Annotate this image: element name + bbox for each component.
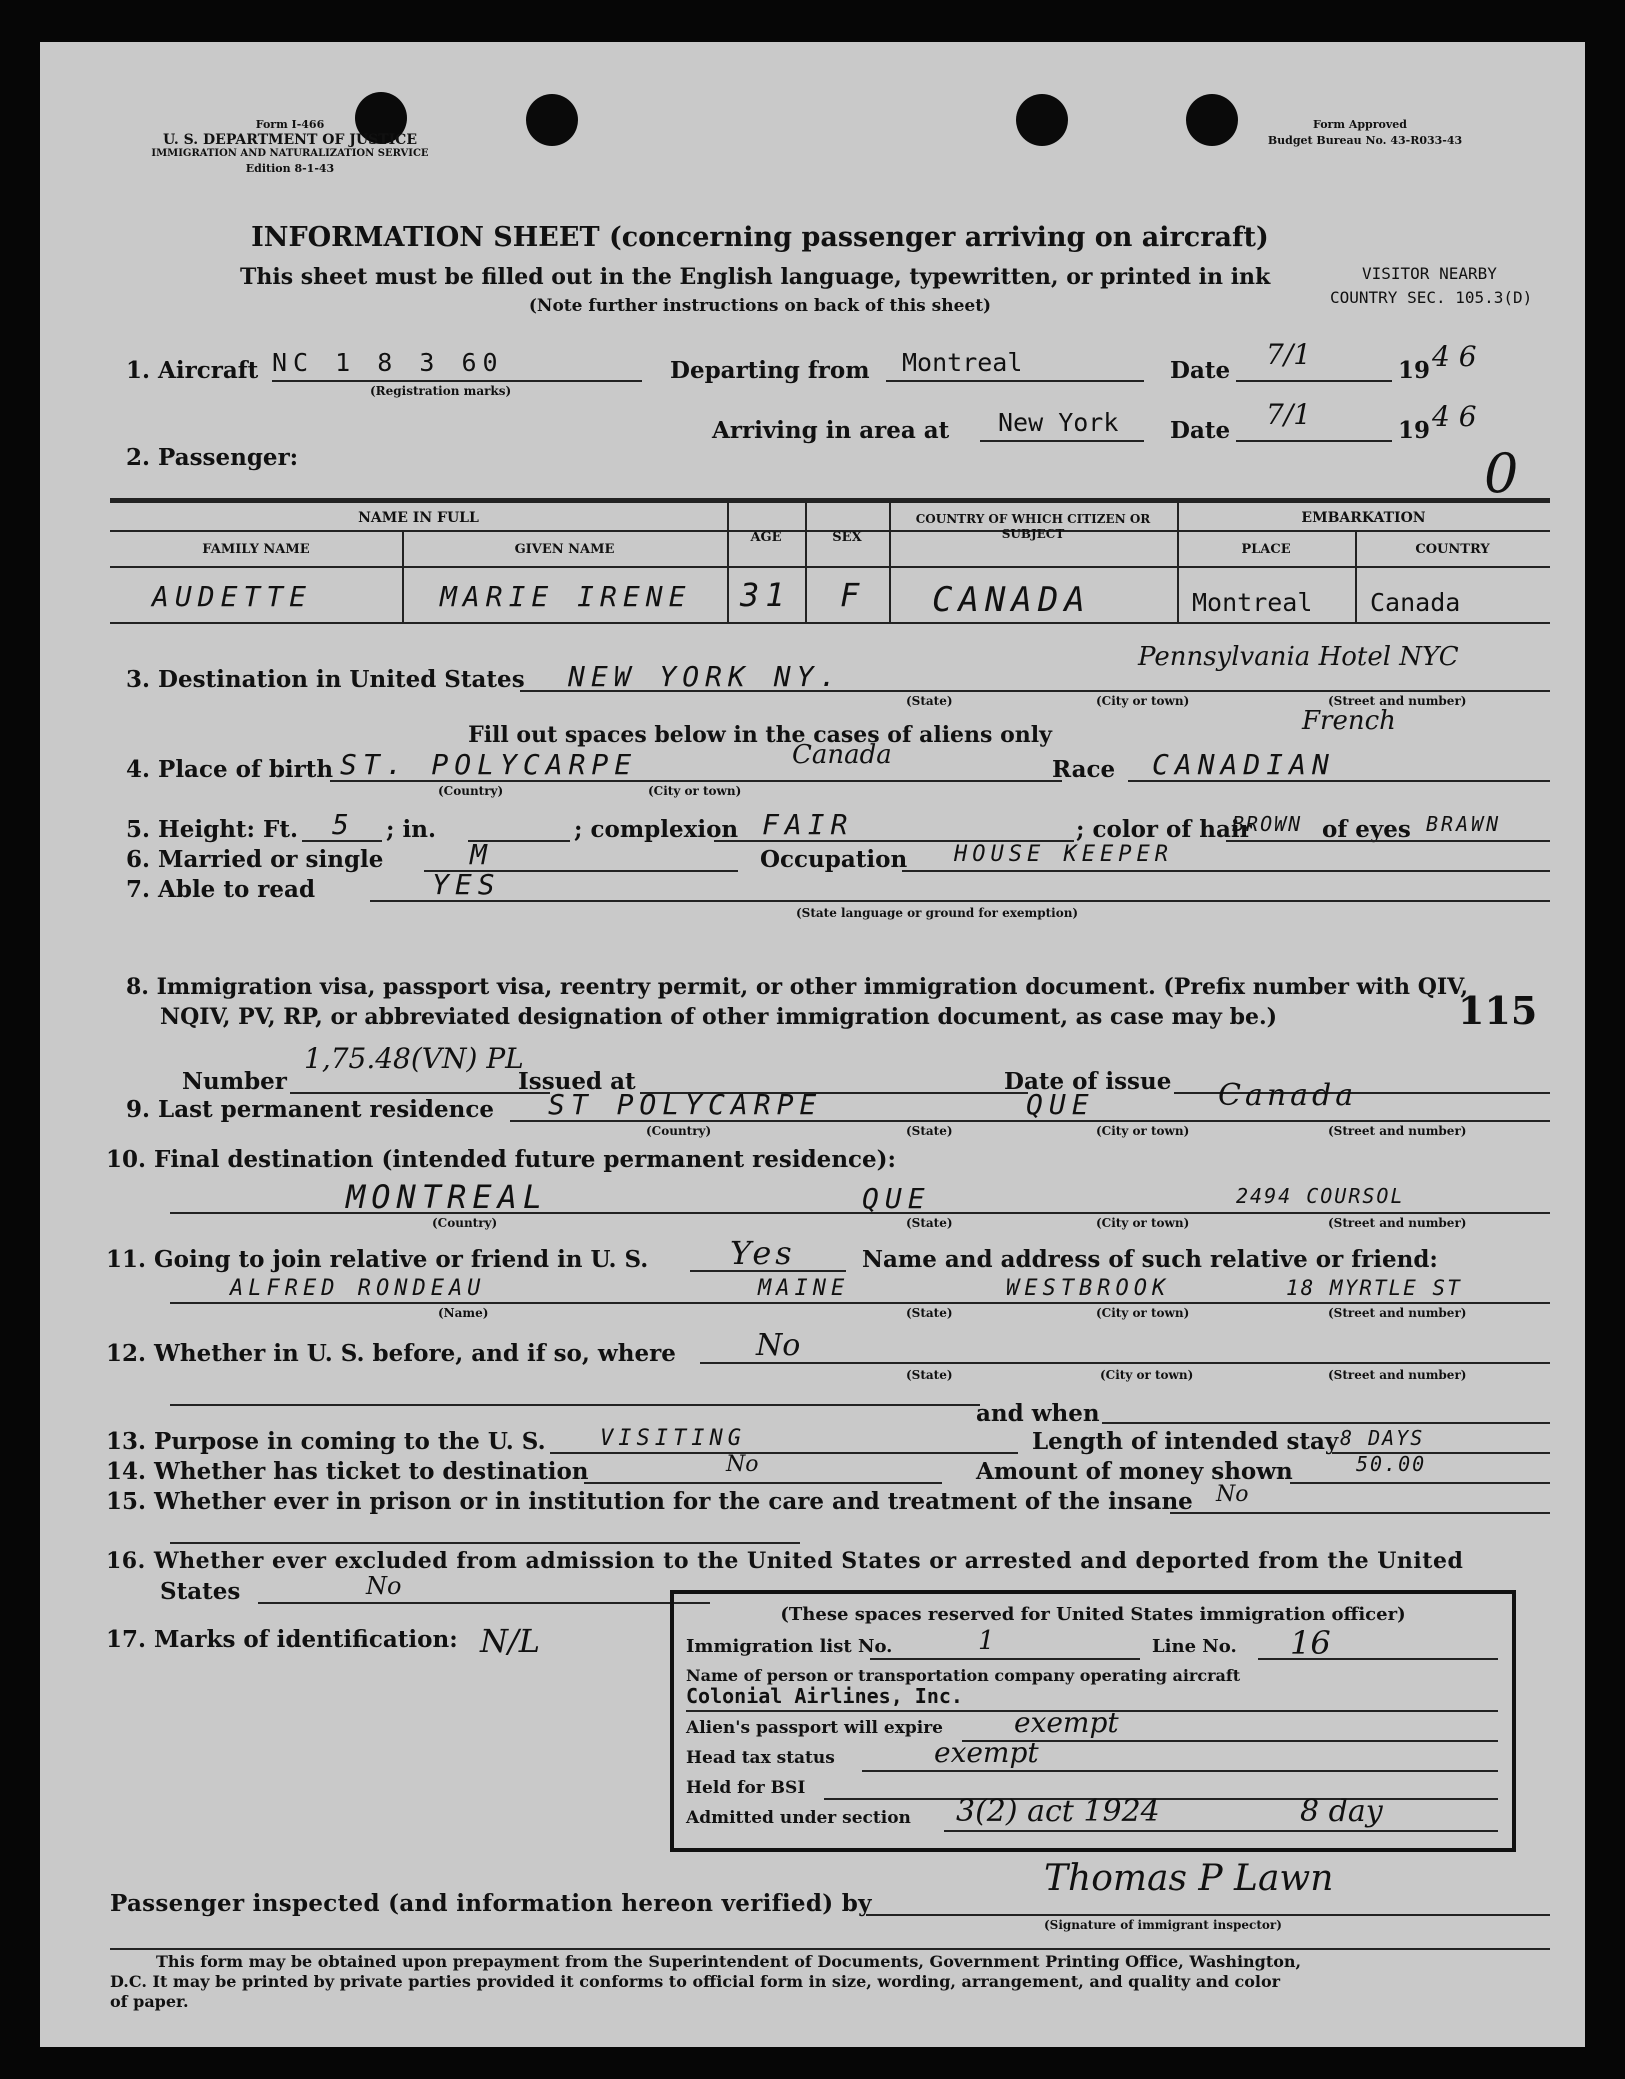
citizen-value: CANADA: [932, 580, 1091, 620]
form-sheet: [40, 42, 1585, 2047]
family-name-value: AUDETTE: [152, 580, 313, 613]
departing-value: Montreal: [902, 348, 1023, 377]
prison-value: No: [1216, 1482, 1249, 1507]
aircraft-label: 1. Aircraft: [126, 357, 259, 384]
sex-header: SEX: [832, 530, 862, 545]
last-residence-country-caption: (Country): [646, 1124, 712, 1138]
line-no-label: Line No.: [1152, 1636, 1237, 1657]
inspector-caption: (Signature of immigrant inspector): [1044, 1918, 1282, 1932]
read-value: YES: [432, 868, 501, 901]
passenger-label: 2. Passenger:: [126, 444, 299, 471]
name-address-label: Name and address of such relative or friend:: [862, 1246, 1438, 1273]
list-no-label: Immigration list No.: [686, 1636, 893, 1657]
read-label: 7. Able to read: [126, 876, 316, 903]
prison-label: 15. Whether ever in prison or in institution for the care and treatment of the insane: [106, 1488, 1193, 1515]
registration-caption: (Registration marks): [370, 384, 512, 398]
year-suffix: 4 6: [1432, 340, 1477, 373]
race-value: CANADIAN: [1152, 748, 1335, 781]
purpose-label: 13. Purpose in coming to the U. S.: [106, 1428, 546, 1455]
relative-city-caption: (City or town): [1096, 1306, 1190, 1320]
department-name: U. S. DEPARTMENT OF JUSTICE: [162, 132, 417, 148]
head-tax-value: exempt: [934, 1736, 1039, 1769]
occupation-value: HOUSE KEEPER: [954, 842, 1173, 867]
punch-hole: [526, 94, 578, 146]
visa-line2: NQIV, PV, RP, or abbreviated designation of other immigration document, as case may be.): [160, 1004, 1278, 1030]
us-before-city-caption: (City or town): [1100, 1368, 1194, 1382]
stay-label: Length of intended stay: [1032, 1428, 1339, 1455]
excluded-value: No: [366, 1572, 402, 1600]
us-before-state-caption: (State): [906, 1368, 953, 1382]
inspector-signature: Thomas P Lawn: [1044, 1858, 1334, 1899]
relative-name: ALFRED RONDEAU: [230, 1276, 486, 1301]
service-name: IMMIGRATION AND NATURALIZATION SERVICE: [151, 148, 429, 159]
destination-state-caption: (State): [906, 694, 953, 708]
destination-city-caption: (City or town): [1096, 694, 1190, 708]
complexion-label: ; complexion: [574, 816, 739, 843]
hair-value: BROWN: [1232, 812, 1303, 836]
last-residence-country: ST POLYCARPE: [548, 1088, 823, 1121]
admitted-value: 3(2) act 1924: [956, 1794, 1160, 1829]
final-destination-country: MONTREAL: [346, 1178, 549, 1216]
final-destination-label: 10. Final destination (intended future permanent residence):: [106, 1146, 897, 1173]
race-note: French: [1302, 706, 1396, 736]
edition: Edition 8-1-43: [245, 162, 335, 175]
admitted-days: 8 day: [1300, 1794, 1383, 1829]
line-no-value: 16: [1290, 1624, 1331, 1662]
read-caption: (State language or ground for exemption): [796, 906, 1079, 920]
join-relative-value: Yes: [730, 1234, 796, 1272]
inspection-label: Passenger inspected (and information hereon verified) by: [110, 1890, 872, 1917]
final-destination-street: 2494 COURSOL: [1236, 1184, 1405, 1208]
footer-line3: of paper.: [110, 1992, 189, 2011]
admitted-label: Admitted under section: [686, 1808, 911, 1828]
and-when-label: and when: [976, 1400, 1100, 1427]
family-name-header: FAMILY NAME: [202, 542, 310, 557]
birthplace-country-note: Canada: [792, 740, 892, 770]
relative-state-caption: (State): [906, 1306, 953, 1320]
relative-state: MAINE: [758, 1276, 850, 1301]
country-header: COUNTRY: [1415, 542, 1490, 557]
year2-prefix: 19: [1398, 417, 1431, 444]
name-in-full-header: NAME IN FULL: [358, 510, 479, 526]
birthplace-value: ST. POLYCARPE: [340, 748, 638, 781]
relative-street: 18 MYRTLE ST: [1286, 1276, 1462, 1300]
destination-street-caption: (Street and number): [1328, 694, 1467, 708]
occupation-label: Occupation: [760, 846, 908, 873]
birthplace-country-caption: (Country): [438, 784, 504, 798]
height-ft-value: 5: [332, 808, 355, 841]
date2-value: 7/1: [1266, 398, 1312, 431]
us-before-value: No: [756, 1328, 801, 1363]
visitor-stamp-line2: COUNTRY SEC. 105.3(D): [1330, 288, 1533, 307]
relative-city: WESTBROOK: [1006, 1276, 1171, 1301]
officer-box-heading: (These spaces reserved for United States immigration officer): [780, 1604, 1406, 1625]
form-title: INFORMATION SHEET (concerning passenger arriving on aircraft): [251, 222, 1269, 253]
eyes-label: of eyes: [1322, 816, 1411, 843]
company-value: Colonial Airlines, Inc.: [686, 1684, 963, 1708]
identification-label: 17. Marks of identification:: [106, 1626, 458, 1653]
excluded-line1: 16. Whether ever excluded from admission to the United States or arrested and deported from the United: [106, 1548, 1464, 1574]
height-in-label: ; in.: [386, 816, 436, 843]
join-relative-label: 11. Going to join relative or friend in U. S.: [106, 1246, 649, 1273]
passport-expire-value: exempt: [1014, 1706, 1119, 1739]
last-residence-state: QUE: [1026, 1088, 1095, 1121]
form-approved: Form Approved: [1313, 118, 1407, 131]
number-value: 1,75.48(VN) PL: [304, 1042, 524, 1075]
punch-hole: [1016, 94, 1068, 146]
identification-value: N/L: [480, 1622, 541, 1660]
budget-bureau: Budget Bureau No. 43-R033-43: [1267, 134, 1463, 147]
final-destination-state-caption: (State): [906, 1216, 953, 1230]
ticket-value: No: [726, 1452, 759, 1477]
given-name-header: GIVEN NAME: [514, 542, 615, 557]
relative-name-caption: (Name): [438, 1306, 489, 1320]
given-name-value: MARIE IRENE: [440, 580, 692, 613]
relative-street-caption: (Street and number): [1328, 1306, 1467, 1320]
officer-box: [670, 1590, 1516, 1852]
number-label: Number: [182, 1068, 287, 1095]
arriving-label: Arriving in area at: [712, 417, 950, 444]
last-residence-street-caption: (Street and number): [1328, 1124, 1467, 1138]
year-prefix: 19: [1398, 357, 1431, 384]
footer-line1: This form may be obtained upon prepayment from the Superintendent of Documents, Government Printing Office, Washington,: [156, 1952, 1302, 1971]
us-before-street-caption: (Street and number): [1328, 1368, 1467, 1382]
company-label: Name of person or transportation company operating aircraft: [686, 1666, 1241, 1685]
visa-mark: 115: [1458, 988, 1538, 1033]
visitor-stamp-line1: VISITOR NEARBY: [1362, 264, 1497, 283]
destination-value: NEW YORK NY.: [568, 660, 843, 693]
excluded-line2: States: [160, 1578, 241, 1605]
place-header: PLACE: [1241, 542, 1291, 557]
hair-label: ; color of hair: [1076, 816, 1252, 843]
form-number: Form I-466: [255, 118, 325, 131]
embarkation-header: EMBARKATION: [1301, 510, 1426, 526]
final-destination-street-caption: (Street and number): [1328, 1216, 1467, 1230]
aircraft-value: NC 1 8 3 60: [272, 348, 504, 377]
date-issue-label: Date of issue: [1004, 1068, 1172, 1095]
arriving-value: New York: [998, 408, 1119, 437]
visa-line1: 8. Immigration visa, passport visa, reentry permit, or other immigration document. (Prefix number with QIV,: [126, 974, 1469, 1000]
purpose-value: VISITING: [600, 1426, 746, 1451]
final-destination-state: QUE: [862, 1182, 931, 1215]
date2-label: Date: [1170, 417, 1231, 444]
complexion-value: FAIR: [762, 808, 854, 841]
destination-hotel: Pennsylvania Hotel NYC: [1138, 642, 1459, 672]
list-no-value: 1: [978, 1626, 995, 1656]
stay-value: 8 DAYS: [1340, 1426, 1425, 1450]
bsi-label: Held for BSI: [686, 1778, 806, 1798]
last-residence-city-caption: (City or town): [1096, 1124, 1190, 1138]
form-subtitle: This sheet must be filled out in the English language, typewritten, or printed in ink: [240, 264, 1271, 290]
aliens-only-heading: Fill out spaces below in the cases of aliens only: [468, 722, 1052, 748]
footer-line2: D.C. It may be printed by private parties provided it conforms to official form in size, wording, arrangement, and quality and color: [110, 1972, 1281, 1991]
age-header: AGE: [750, 530, 782, 545]
date-label: Date: [1170, 357, 1231, 384]
last-residence-city: Canada: [1218, 1078, 1358, 1113]
age-value: 31: [740, 576, 791, 614]
us-before-label: 12. Whether in U. S. before, and if so, where: [106, 1340, 676, 1367]
birthplace-city-caption: (City or town): [648, 784, 742, 798]
money-label: Amount of money shown: [976, 1458, 1293, 1485]
form-note: (Note further instructions on back of this sheet): [528, 296, 992, 316]
money-value: 50.00: [1356, 1452, 1427, 1476]
country-citizen-header: COUNTRY OF WHICH CITIZEN OR SUBJECT: [915, 512, 1151, 541]
ticket-label: 14. Whether has ticket to destination: [106, 1458, 589, 1485]
married-value: M: [470, 838, 493, 871]
head-tax-label: Head tax status: [686, 1748, 835, 1768]
last-residence-label: 9. Last permanent residence: [126, 1096, 494, 1123]
eyes-value: BRAWN: [1426, 812, 1502, 836]
passenger-mark: 0: [1484, 442, 1519, 505]
married-label: 6. Married or single: [126, 846, 384, 873]
race-label: Race: [1052, 756, 1116, 783]
height-label: 5. Height: Ft.: [126, 816, 299, 843]
final-destination-country-caption: (Country): [432, 1216, 498, 1230]
departing-label: Departing from: [670, 357, 870, 384]
birthplace-label: 4. Place of birth: [126, 756, 334, 783]
destination-label: 3. Destination in United States: [126, 666, 525, 693]
sex-value: F: [840, 576, 866, 614]
embark-country-value: Canada: [1370, 588, 1461, 617]
embark-place-value: Montreal: [1192, 588, 1313, 617]
year2-suffix: 4 6: [1432, 400, 1477, 433]
date-value: 7/1: [1266, 338, 1312, 371]
issued-label: Issued at: [518, 1068, 636, 1095]
passport-expire-label: Alien's passport will expire: [686, 1718, 943, 1738]
final-destination-city-caption: (City or town): [1096, 1216, 1190, 1230]
last-residence-state-caption: (State): [906, 1124, 953, 1138]
